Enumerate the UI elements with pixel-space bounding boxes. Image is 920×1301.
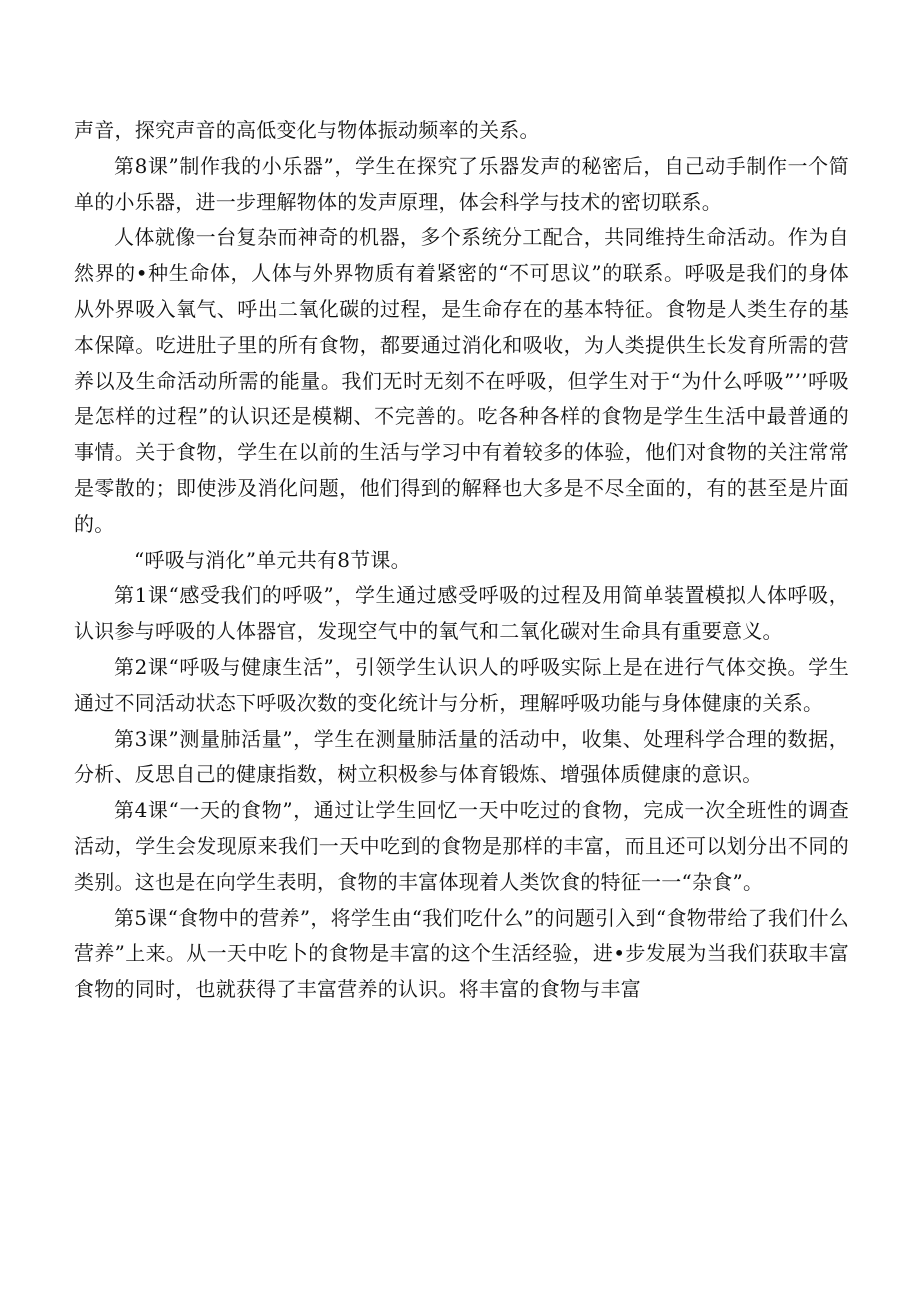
paragraph-human-body-intro: 人体就像一台复杂而神奇的机器，多个系统分工配合，共同维持生命活动。作为自然界的•种生命体，人体与外界物质有着紧密的“不可思议”的联系。呼吸是我们的身体从外界吸入氧气、呼出二氧化碳的过程，是生命存在的基本特征。食物是人类生存的基本保障。吃进肚子里的所有食物，都要通过消化和吸收，为人类提供生长发育所需的营养以及生命活动所需的能量。我们无时无刻不在呼吸，但学生对于“为什么呼吸”’’呼吸是怎样的过程”的认识还是模糊、不完善的。吃各种各样的食物是学生生活中最普通的事情。关于食物，学生在以前的生活与学习中有着较多的体验，他们对食物的关注常常是零散的；即使涉及消化问题，他们得到的解释也大多是不尽全面的，有的甚至是片面的。 (74, 225, 849, 536)
paragraph-lesson-4: 第4课“一天的食物”，通过让学生回忆一天中吃过的食物，完成一次全班性的调查活动，学生会发现原来我们一天中吃到的食物是那样的丰富，而且还可以划分出不同的类别。这也是在向学生表明，食物的丰富体现着人类饮食的特征一一“杂食”。 (74, 798, 849, 894)
paragraph-lesson-3: 第3课”测量肺活量”，学生在测量肺活量的活动中，收集、处理科学合理的数据，分析、反思自己的健康指数，树立积极参与体育锻炼、增强体质健康的意识。 (74, 726, 849, 787)
paragraph-lesson-8: 第8课”制作我的小乐器”，学生在探究了乐器发声的秘密后，自己动手制作一个简单的小乐器，进一步理解物体的发声原理，体会科学与技术的密切联系。 (74, 153, 849, 214)
paragraph-lesson-5: 第5课“食物中的营养”，将学生由“我们吃什么”的问题引入到“食物带给了我们什么营养”上来。从一天中吃卜的食物是丰富的这个生活经验，进•步发展为当我们获取丰富食物的同时，也就获得了丰富营养的认识。将丰富的食物与丰富 (74, 905, 849, 1002)
paragraph-lesson-1: 第1课“感受我们的呼吸”，学生通过感受呼吸的过程及用简单装置模拟人体呼吸，认识参与呼吸的人体器官，发现空气中的氧气和二氧化碳对生命具有重要意义。 (74, 583, 849, 644)
paragraph-lesson-2: 第2课“呼吸与健康生活”，引领学生认识人的呼吸实际上是在进行气体交换。学生通过不同活动状态下呼吸次数的变化统计与分析，理解呼吸功能与身体健康的关系。 (74, 654, 849, 715)
paragraph-unit-overview: “呼吸与消化”单元共有8节课。 (134, 547, 411, 572)
document-body (74, 113, 849, 1008)
paragraph-sound-continuation: 声音，探究声音的高低变化与物体振动频率的关系。 (74, 118, 540, 142)
